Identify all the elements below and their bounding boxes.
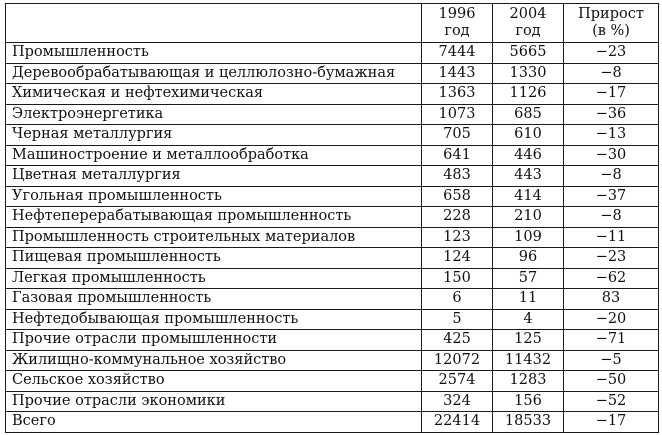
- row-value-1996: 425: [422, 330, 493, 351]
- table-row: [6, 330, 659, 351]
- row-value-1996: 641: [422, 145, 493, 166]
- row-value-2004: 11432: [493, 350, 564, 371]
- row-name-cell: Угольная промышленность: [6, 186, 422, 207]
- row-value-2004: 5665: [493, 43, 564, 64]
- row-growth: −23: [564, 43, 659, 64]
- row-name-cell: Химическая и нефтехимическая: [6, 84, 422, 105]
- row-value-2004: 125: [493, 330, 564, 351]
- header-year-1996-unit: год: [444, 23, 470, 39]
- row-value-1996: 228: [422, 207, 493, 228]
- row-value-1996: 6: [422, 289, 493, 310]
- row-value-2004: 685: [493, 104, 564, 125]
- table-row: [6, 186, 659, 207]
- row-value-1996: 324: [422, 391, 493, 412]
- row-name-cell: Пищевая промышленность: [6, 248, 422, 269]
- row-value-2004: 1126: [493, 84, 564, 105]
- row-name-cell: Нефтедобывающая промышленность: [6, 309, 422, 330]
- row-growth: −52: [564, 391, 659, 412]
- table-row: [6, 63, 659, 84]
- row-name-cell: Легкая промышленность: [6, 268, 422, 289]
- row-value-1996: 5: [422, 309, 493, 330]
- row-value-2004: 210: [493, 207, 564, 228]
- row-value-2004: 4: [493, 309, 564, 330]
- row-name-cell: Черная металлургия: [6, 125, 422, 146]
- row-value-2004: 443: [493, 166, 564, 187]
- row-value-1996: 705: [422, 125, 493, 146]
- row-growth: −23: [564, 248, 659, 269]
- row-growth: −8: [564, 207, 659, 228]
- row-value-1996: 1363: [422, 84, 493, 105]
- statistics-table: [5, 3, 659, 433]
- row-name-cell: Жилищно-коммунальное хозяйство: [6, 350, 422, 371]
- row-value-1996: 150: [422, 268, 493, 289]
- header-growth-label: Прирост: [578, 6, 644, 22]
- row-name-cell: Сельское хозяйство: [6, 371, 422, 392]
- row-growth: −8: [564, 63, 659, 84]
- row-growth: −62: [564, 268, 659, 289]
- table-row: [6, 371, 659, 392]
- row-value-1996: 1073: [422, 104, 493, 125]
- row-growth: −17: [564, 412, 659, 433]
- header-cell-name: [6, 4, 422, 43]
- row-growth: −17: [564, 84, 659, 105]
- row-growth: −50: [564, 371, 659, 392]
- row-name-cell: Промышленность: [6, 43, 422, 64]
- row-value-2004: 57: [493, 268, 564, 289]
- row-value-1996: 1443: [422, 63, 493, 84]
- table-row: [6, 268, 659, 289]
- row-growth: −36: [564, 104, 659, 125]
- row-growth: −37: [564, 186, 659, 207]
- row-name-cell: Всего: [6, 412, 422, 433]
- table-body: [6, 43, 659, 433]
- header-year-1996: 1996: [438, 6, 476, 22]
- row-name-cell: Прочие отрасли экономики: [6, 391, 422, 412]
- table-row: [6, 43, 659, 64]
- table-row: [6, 227, 659, 248]
- table-row: [6, 84, 659, 105]
- row-value-2004: 1330: [493, 63, 564, 84]
- table-header: [6, 4, 659, 43]
- row-value-1996: 123: [422, 227, 493, 248]
- row-growth: −13: [564, 125, 659, 146]
- row-value-2004: 11: [493, 289, 564, 310]
- row-growth: −30: [564, 145, 659, 166]
- header-year-2004: 2004: [509, 6, 547, 22]
- row-growth: −11: [564, 227, 659, 248]
- table-row: [6, 309, 659, 330]
- row-value-2004: 109: [493, 227, 564, 248]
- row-name-cell: Газовая промышленность: [6, 289, 422, 310]
- table-row: [6, 145, 659, 166]
- table-row: [6, 207, 659, 228]
- row-growth: −71: [564, 330, 659, 351]
- header-cell-growth: [564, 4, 659, 43]
- row-value-1996: 7444: [422, 43, 493, 64]
- row-value-1996: 658: [422, 186, 493, 207]
- table-row: [6, 125, 659, 146]
- row-value-2004: 18533: [493, 412, 564, 433]
- row-name-cell: Электроэнергетика: [6, 104, 422, 125]
- row-value-2004: 96: [493, 248, 564, 269]
- row-value-1996: 22414: [422, 412, 493, 433]
- header-cell-2004: [493, 4, 564, 43]
- row-value-1996: 483: [422, 166, 493, 187]
- row-name-cell: Прочие отрасли промышленности: [6, 330, 422, 351]
- header-cell-1996: [422, 4, 493, 43]
- table-row: [6, 166, 659, 187]
- row-value-2004: 414: [493, 186, 564, 207]
- table-row: [6, 104, 659, 125]
- table-row: [6, 350, 659, 371]
- row-value-1996: 12072: [422, 350, 493, 371]
- row-value-2004: 1283: [493, 371, 564, 392]
- row-name-cell: Машиностроение и металлообработка: [6, 145, 422, 166]
- row-growth: −20: [564, 309, 659, 330]
- header-growth-unit: (в %): [592, 23, 630, 39]
- row-value-2004: 156: [493, 391, 564, 412]
- table-row: [6, 391, 659, 412]
- row-growth: −8: [564, 166, 659, 187]
- row-name-cell: Промышленность строительных материалов: [6, 227, 422, 248]
- table-row: [6, 289, 659, 310]
- row-value-1996: 124: [422, 248, 493, 269]
- table-row-total: [6, 412, 659, 433]
- header-year-2004-unit: год: [515, 23, 541, 39]
- row-growth: −5: [564, 350, 659, 371]
- row-value-2004: 610: [493, 125, 564, 146]
- row-value-2004: 446: [493, 145, 564, 166]
- row-growth: 83: [564, 289, 659, 310]
- row-name-cell: Цветная металлургия: [6, 166, 422, 187]
- table-row: [6, 248, 659, 269]
- header-row: [6, 4, 659, 43]
- row-name-cell: Нефтеперерабатывающая промышленность: [6, 207, 422, 228]
- row-value-1996: 2574: [422, 371, 493, 392]
- row-name-cell: Деревообрабатывающая и целлюлозно-бумажная: [6, 63, 422, 84]
